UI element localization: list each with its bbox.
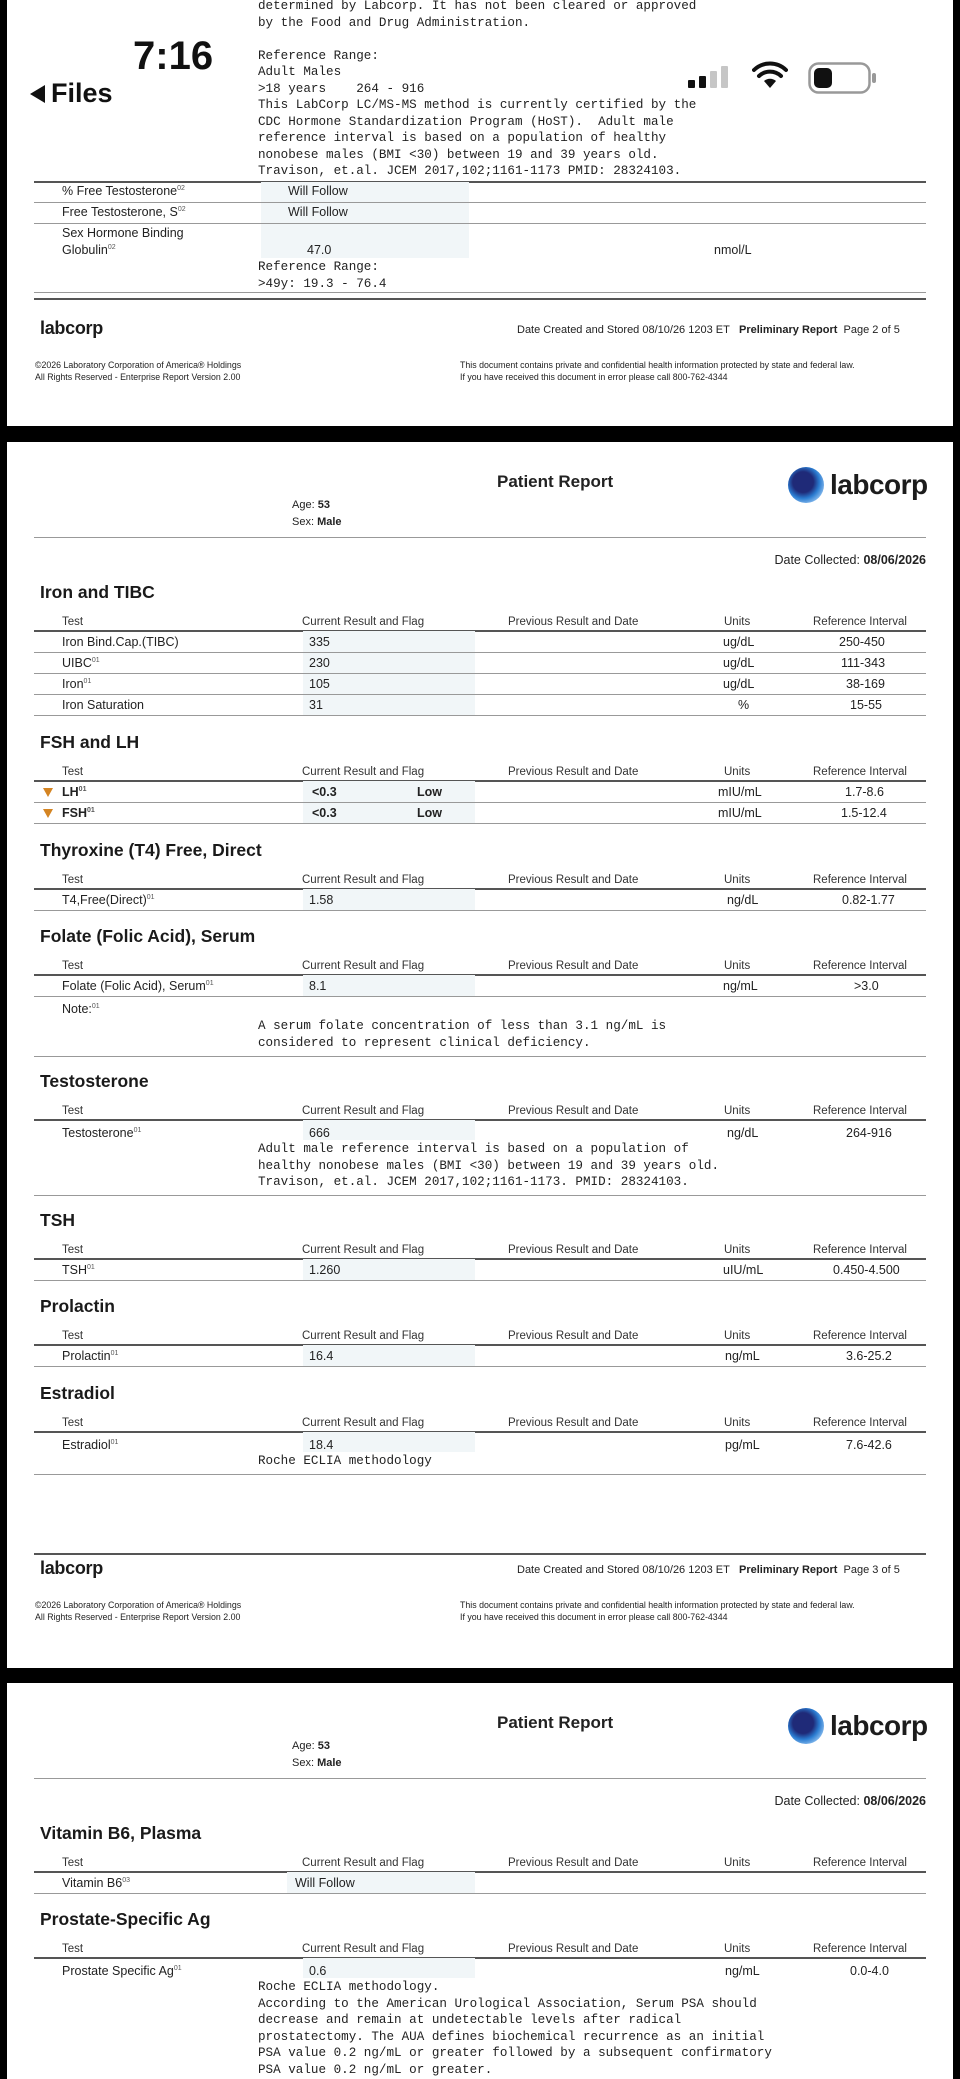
divider bbox=[34, 652, 926, 653]
divider bbox=[34, 996, 926, 997]
col-header-units: Units bbox=[724, 1244, 751, 1256]
divider bbox=[34, 1957, 926, 1959]
wifi-icon bbox=[752, 60, 788, 90]
test-name: TSH$^{01}$ bbox=[62, 1263, 95, 1277]
section-title-t4: Thyroxine (T4) Free, Direct bbox=[40, 840, 262, 860]
test-result: <0.3 bbox=[312, 785, 337, 799]
divider bbox=[34, 823, 926, 824]
divider bbox=[34, 1344, 926, 1346]
col-header-previous: Previous Result and Date bbox=[508, 1330, 639, 1342]
testosterone-note: Adult male reference interval is based on a population of healthy nonobese males (BMI <30) between 19 and 39 years old. Travison, et.al. JCEM 2017,102;1161-1173. PMID: 28324103. bbox=[258, 1142, 720, 1189]
divider bbox=[34, 694, 926, 695]
test-name: T4,Free(Direct)$^{01}$ bbox=[62, 893, 155, 907]
shbg-reference-note: Reference Range: >49y: 19.3 - 76.4 bbox=[258, 260, 387, 291]
test-units: ug/dL bbox=[723, 635, 755, 649]
col-header-current: Current Result and Flag bbox=[302, 874, 425, 886]
test-result: 16.4 bbox=[309, 1349, 334, 1363]
test-name-line2: Globulin$^{02}$ bbox=[62, 243, 116, 257]
testosterone-reference-note: determined by Labcorp. It has not been cleared or approved by the Food and Drug Administration. Reference Range: Adult Males >18 years 264 - 916 This LabCorp LC/MS-MS method is currently certified by the CDC Hormone Standardization Program (HoST). Adult male reference interval is based on a population of healthy nonobese males (BMI <30) between 19 and 39 years old. Travison, et.al. JCEM 2017,102;1161-1173 PMID: 28324103. bbox=[258, 0, 697, 178]
test-name: Prostate Specific Ag$^{01}$ bbox=[62, 1964, 182, 1978]
col-header-current: Current Result and Flag bbox=[302, 960, 425, 972]
test-ref: 0.450-4.500 bbox=[833, 1263, 900, 1277]
divider bbox=[34, 1553, 926, 1555]
result-flag: Low bbox=[417, 806, 442, 820]
test-name: Iron Saturation bbox=[62, 698, 144, 712]
divider bbox=[34, 1431, 926, 1433]
col-header-ref: Reference Interval bbox=[813, 616, 907, 628]
cellular-signal-icon bbox=[688, 66, 728, 88]
test-result: 1.58 bbox=[309, 893, 334, 907]
test-result: 666 bbox=[309, 1126, 330, 1140]
col-header-ref: Reference Interval bbox=[813, 1943, 907, 1955]
divider bbox=[34, 1280, 926, 1281]
section-title-psa: Prostate-Specific Ag bbox=[40, 1909, 211, 1929]
result-flag: Low bbox=[417, 785, 442, 799]
col-header-previous: Previous Result and Date bbox=[508, 1857, 639, 1869]
test-units: ug/dL bbox=[723, 656, 755, 670]
test-result: <0.3 bbox=[312, 806, 337, 820]
divider bbox=[34, 888, 926, 890]
footer-confidential: This document contains private and confidential health information protected by state and federal law. If you have received this document in error please call 800-762-4344 bbox=[460, 1600, 855, 1622]
test-ref: >3.0 bbox=[854, 979, 879, 993]
test-ref: 0.0-4.0 bbox=[850, 1964, 889, 1978]
col-header-test: Test bbox=[62, 960, 84, 972]
footer-confidential: This document contains private and confidential health information protected by state and federal law. If you have received this document in error please call 800-762-4344 bbox=[460, 360, 855, 382]
col-header-current: Current Result and Flag bbox=[302, 1330, 425, 1342]
patient-age: Age: 53 bbox=[292, 1740, 330, 1752]
divider bbox=[34, 715, 926, 716]
footer-logo: labcorp bbox=[40, 1558, 103, 1578]
col-header-current: Current Result and Flag bbox=[302, 1857, 425, 1869]
logo-wordmark: labcorp bbox=[830, 1710, 928, 1741]
test-ref: 7.6-42.6 bbox=[846, 1438, 892, 1452]
page-title: Patient Report bbox=[497, 472, 614, 491]
col-header-previous: Previous Result and Date bbox=[508, 874, 639, 886]
test-units: ng/dL bbox=[727, 1126, 759, 1140]
divider bbox=[34, 974, 926, 976]
divider bbox=[34, 202, 926, 203]
test-name: Testosterone$^{01}$ bbox=[62, 1126, 142, 1140]
test-result: Will Follow bbox=[288, 184, 348, 198]
col-header-units: Units bbox=[724, 874, 751, 886]
divider bbox=[34, 1366, 926, 1367]
col-header-test: Test bbox=[62, 1417, 84, 1429]
test-ref: 15-55 bbox=[850, 698, 882, 712]
col-header-units: Units bbox=[724, 1943, 751, 1955]
divider bbox=[34, 802, 926, 803]
col-header-ref: Reference Interval bbox=[813, 1244, 907, 1256]
section-title-iron-tibc: Iron and TIBC bbox=[40, 582, 155, 602]
back-arrow-icon bbox=[30, 85, 45, 103]
divider bbox=[34, 673, 926, 674]
test-ref: 1.5-12.4 bbox=[841, 806, 887, 820]
test-name: % Free Testosterone$^{02}$ bbox=[62, 184, 185, 198]
test-ref: 3.6-25.2 bbox=[846, 1349, 892, 1363]
col-header-test: Test bbox=[62, 1244, 84, 1256]
test-result: 18.4 bbox=[309, 1438, 334, 1452]
col-header-units: Units bbox=[724, 1857, 751, 1869]
test-units: ng/mL bbox=[725, 1349, 760, 1363]
test-ref: 38-169 bbox=[846, 677, 885, 691]
divider bbox=[34, 630, 926, 632]
psa-note: Roche ECLIA methodology. According to the American Urological Association, Serum PSA should decrease and remain at undetectable levels after radical prostatectomy. The AUA defines biochemical recurrence as an initial PSA value 0.2 ng/mL or greater followed by a subsequent confirmatory PSA value 0.2 ng/mL or greater. bbox=[258, 1980, 772, 2077]
col-header-previous: Previous Result and Date bbox=[508, 1417, 639, 1429]
test-result: 8.1 bbox=[309, 979, 327, 993]
col-header-current: Current Result and Flag bbox=[302, 766, 425, 778]
result-shade bbox=[261, 224, 469, 258]
col-header-ref: Reference Interval bbox=[813, 1857, 907, 1869]
col-header-units: Units bbox=[724, 766, 751, 778]
test-ref: 0.82-1.77 bbox=[842, 893, 895, 907]
col-header-test: Test bbox=[62, 1857, 84, 1869]
test-units: ng/mL bbox=[723, 979, 758, 993]
divider bbox=[34, 1195, 926, 1196]
test-result: 230 bbox=[309, 656, 330, 670]
col-header-ref: Reference Interval bbox=[813, 1330, 907, 1342]
footer-logo: labcorp bbox=[40, 318, 103, 338]
col-header-units: Units bbox=[724, 1330, 751, 1342]
col-header-ref: Reference Interval bbox=[813, 960, 907, 972]
abnormal-flag-icon bbox=[43, 788, 53, 797]
test-units: ug/dL bbox=[723, 677, 755, 691]
abnormal-flag-icon bbox=[43, 809, 53, 818]
col-header-test: Test bbox=[62, 766, 84, 778]
test-result: 1.260 bbox=[309, 1263, 341, 1277]
patient-sex: Sex: Male bbox=[292, 1757, 342, 1769]
col-header-units: Units bbox=[724, 960, 751, 972]
col-header-current: Current Result and Flag bbox=[302, 1105, 425, 1117]
test-name: Iron Bind.Cap.(TIBC) bbox=[62, 635, 179, 649]
patient-age: Age: 53 bbox=[292, 499, 330, 511]
footer-status-line: Date Created and Stored 08/10/26 1203 ET Preliminary Report Page 2 of 5 bbox=[517, 324, 900, 336]
footer-copyright: ©2026 Laboratory Corporation of America® Holdings All Rights Reserved - Enterprise Report Version 2.00 bbox=[35, 1600, 242, 1622]
date-collected: Date Collected: 08/06/2026 bbox=[774, 553, 926, 567]
divider bbox=[34, 1474, 926, 1475]
divider bbox=[34, 1871, 926, 1873]
note-label: Note:$^{01}$ bbox=[62, 1002, 100, 1016]
test-units: ng/mL bbox=[725, 1964, 760, 1978]
footer-copyright: ©2026 Laboratory Corporation of America® Holdings All Rights Reserved - Enterprise Report Version 2.00 bbox=[35, 360, 242, 382]
col-header-ref: Reference Interval bbox=[813, 766, 907, 778]
test-name: Folate (Folic Acid), Serum$^{01}$ bbox=[62, 979, 214, 993]
divider bbox=[34, 537, 926, 538]
section-title-fsh-lh: FSH and LH bbox=[40, 732, 140, 752]
test-units: mIU/mL bbox=[718, 806, 762, 820]
folate-note: A serum folate concentration of less than 3.1 ng/mL is considered to represent clinical deficiency. bbox=[258, 1019, 667, 1050]
labcorp-logo-icon bbox=[788, 467, 824, 503]
test-units: ng/dL bbox=[727, 893, 759, 907]
col-header-ref: Reference Interval bbox=[813, 1105, 907, 1117]
divider bbox=[34, 910, 926, 911]
divider bbox=[34, 780, 926, 782]
col-header-ref: Reference Interval bbox=[813, 1417, 907, 1429]
test-result: 47.0 bbox=[307, 243, 332, 257]
col-header-current: Current Result and Flag bbox=[302, 1417, 425, 1429]
back-to-files-button[interactable] bbox=[30, 78, 113, 109]
col-header-current: Current Result and Flag bbox=[302, 1943, 425, 1955]
logo-wordmark: labcorp bbox=[830, 469, 928, 500]
test-units: uIU/mL bbox=[723, 1263, 764, 1277]
divider bbox=[34, 1258, 926, 1260]
test-units: % bbox=[738, 698, 750, 712]
test-result: 335 bbox=[309, 635, 330, 649]
test-name: Prolactin$^{01}$ bbox=[62, 1349, 119, 1363]
section-title-estradiol: Estradiol bbox=[40, 1383, 115, 1403]
divider bbox=[34, 223, 926, 224]
col-header-previous: Previous Result and Date bbox=[508, 616, 639, 628]
col-header-units: Units bbox=[724, 1417, 751, 1429]
col-header-previous: Previous Result and Date bbox=[508, 1105, 639, 1117]
divider bbox=[34, 1056, 926, 1057]
test-name: Estradiol$^{01}$ bbox=[62, 1438, 119, 1452]
col-header-test: Test bbox=[62, 616, 84, 628]
section-title-prolactin: Prolactin bbox=[40, 1296, 115, 1316]
col-header-previous: Previous Result and Date bbox=[508, 960, 639, 972]
divider bbox=[34, 1778, 926, 1779]
test-name: Iron$^{01}$ bbox=[62, 677, 92, 691]
estradiol-note: Roche ECLIA methodology bbox=[258, 1454, 432, 1468]
test-name: LH$^{01}$ bbox=[62, 785, 87, 799]
divider bbox=[34, 292, 926, 293]
test-name-line1: Sex Hormone Binding bbox=[62, 226, 184, 240]
test-name: FSH$^{01}$ bbox=[62, 806, 95, 820]
result-shade bbox=[303, 975, 475, 996]
date-collected: Date Collected: 08/06/2026 bbox=[774, 1794, 926, 1808]
test-ref: 111-343 bbox=[841, 656, 886, 670]
divider bbox=[34, 1893, 926, 1894]
divider bbox=[34, 298, 926, 300]
test-name: Vitamin $B6^{03}$ bbox=[62, 1876, 131, 1890]
patient-sex: Sex: Male bbox=[292, 516, 342, 528]
report-page-3 bbox=[7, 442, 953, 1668]
section-title-vitamin-b6: Vitamin B6, Plasma bbox=[40, 1823, 202, 1843]
test-result: 105 bbox=[309, 677, 330, 691]
col-header-test: Test bbox=[62, 1330, 84, 1342]
col-header-test: Test bbox=[62, 874, 84, 886]
col-header-units: Units bbox=[724, 616, 751, 628]
battery-icon bbox=[808, 62, 878, 94]
test-units: mIU/mL bbox=[718, 785, 762, 799]
section-title-folate: Folate (Folic Acid), Serum bbox=[40, 926, 256, 946]
footer-status-line: Date Created and Stored 08/10/26 1203 ET Preliminary Report Page 3 of 5 bbox=[517, 1564, 900, 1576]
test-units: nmol/L bbox=[714, 243, 752, 257]
section-title-tsh: TSH bbox=[40, 1210, 75, 1230]
col-header-previous: Previous Result and Date bbox=[508, 1943, 639, 1955]
result-shade bbox=[303, 1958, 475, 1978]
test-ref: 264-916 bbox=[846, 1126, 892, 1140]
test-result: 0.6 bbox=[309, 1964, 327, 1978]
test-result: 31 bbox=[309, 698, 323, 712]
col-header-test: Test bbox=[62, 1105, 84, 1117]
labcorp-logo-icon bbox=[788, 1708, 824, 1744]
col-header-current: Current Result and Flag bbox=[302, 1244, 425, 1256]
divider bbox=[34, 181, 926, 183]
col-header-test: Test bbox=[62, 1943, 84, 1955]
page-title: Patient Report bbox=[497, 1713, 614, 1732]
test-ref: 250-450 bbox=[839, 635, 885, 649]
test-result: Will Follow bbox=[288, 205, 348, 219]
col-header-units: Units bbox=[724, 1105, 751, 1117]
report-page-4 bbox=[7, 1683, 953, 2079]
section-title-testosterone: Testosterone bbox=[40, 1071, 149, 1091]
col-header-previous: Previous Result and Date bbox=[508, 766, 639, 778]
test-result: Will Follow bbox=[295, 1876, 355, 1890]
test-name: UIBC$^{01}$ bbox=[62, 656, 100, 670]
test-ref: 1.7-8.6 bbox=[845, 785, 884, 799]
col-header-previous: Previous Result and Date bbox=[508, 1244, 639, 1256]
labcorp-logo bbox=[788, 1708, 928, 1744]
test-name: Free Testosterone, $S^{02}$ bbox=[62, 205, 186, 219]
back-label: Files bbox=[51, 78, 113, 108]
labcorp-logo bbox=[788, 467, 928, 503]
test-units: pg/mL bbox=[725, 1438, 760, 1452]
col-header-ref: Reference Interval bbox=[813, 874, 907, 886]
col-header-current: Current Result and Flag bbox=[302, 616, 425, 628]
divider bbox=[34, 1119, 926, 1121]
status-time: 7:16 bbox=[133, 34, 214, 78]
